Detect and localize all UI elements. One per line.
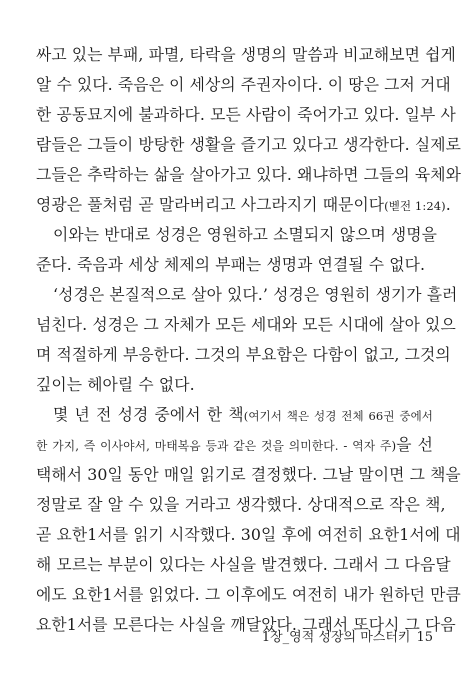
text-run: 을 선 xyxy=(396,435,433,454)
text-line: 넘친다. 성경은 그 자체가 모든 세대와 모든 시대에 살아 있으 xyxy=(36,315,456,334)
text-line: 이와는 반대로 성경은 영원하고 소멸되지 않으며 생명을 xyxy=(53,225,438,244)
text-run: 영광은 풀처럼 곧 말라버리고 사그라지기 때문이다 xyxy=(36,195,385,214)
text-line: 그들은 추락하는 삶을 살아가고 있다. 왜냐하면 그들의 육체와 xyxy=(36,165,461,184)
text-line: 준다. 죽음과 세상 체제의 부패는 생명과 연결될 수 없다. xyxy=(36,255,426,274)
text-line: 깊이는 헤아릴 수 없다. xyxy=(36,375,195,394)
text-line: 알 수 있다. 죽음은 이 세상의 주권자이다. 이 땅은 그저 거대 xyxy=(36,75,451,94)
scripture-reference: (벧전 1:24) xyxy=(384,199,446,213)
text-line: 요한1서를 모른다는 사실을 깨달았다. 그래서 또다시 그 다음 xyxy=(36,615,456,634)
text-line: 택해서 30일 동안 매일 읽기로 결정했다. 그날 말이면 그 책을 xyxy=(36,465,461,484)
paragraph-4 xyxy=(36,400,461,640)
paragraph-3 xyxy=(36,280,458,400)
paragraph-1 xyxy=(36,40,461,220)
body-text xyxy=(36,40,461,640)
text-line: 며 적절하게 부응한다. 그것의 부요함은 다함이 없고, 그것의 xyxy=(36,345,451,364)
text-line: 한 공동묘지에 불과하다. 모든 사람이 죽어가고 있다. 일부 사 xyxy=(36,105,456,124)
text-line: 해 모르는 부분이 있다는 사실을 발견했다. 그래서 그 다음달 xyxy=(36,555,451,574)
text-run: 몇 년 전 성경 중에서 한 책 xyxy=(53,405,244,424)
translator-note: (여기서 책은 성경 전체 66권 중에서 xyxy=(243,409,434,423)
text-line xyxy=(36,430,433,460)
chapter-title: 1장_영적 성장의 마스터키 xyxy=(261,630,411,645)
text-line: 에도 요한1서를 읽었다. 그 이후에도 여전히 내가 원하던 만큼 xyxy=(36,585,461,604)
text-line: 람들은 그들이 방탕한 생활을 즐기고 있다고 생각한다. 실제로 xyxy=(36,135,461,154)
text-line: ‘성경은 본질적으로 살아 있다.’ 성경은 영원히 생기가 흘러 xyxy=(53,285,458,304)
page-number: 15 xyxy=(416,630,433,645)
text-line xyxy=(36,190,451,220)
text-line: 싸고 있는 부패, 파멸, 타락을 생명의 말씀과 비교해보면 쉽게 xyxy=(36,45,456,64)
text-line: 정말로 잘 알 수 있을 거라고 생각했다. 상대적으로 작은 책, xyxy=(36,495,446,514)
paragraph-2 xyxy=(36,220,438,280)
text-run: . xyxy=(445,195,451,214)
text-line xyxy=(36,400,433,430)
running-footer xyxy=(262,626,433,646)
text-line: 곧 요한1서를 읽기 시작했다. 30일 후에 여전히 요한1서에 대 xyxy=(36,525,461,544)
translator-note: 한 가지, 즉 이사야서, 마태복음 등과 같은 것을 의미한다. - 역자 주) xyxy=(36,439,397,453)
